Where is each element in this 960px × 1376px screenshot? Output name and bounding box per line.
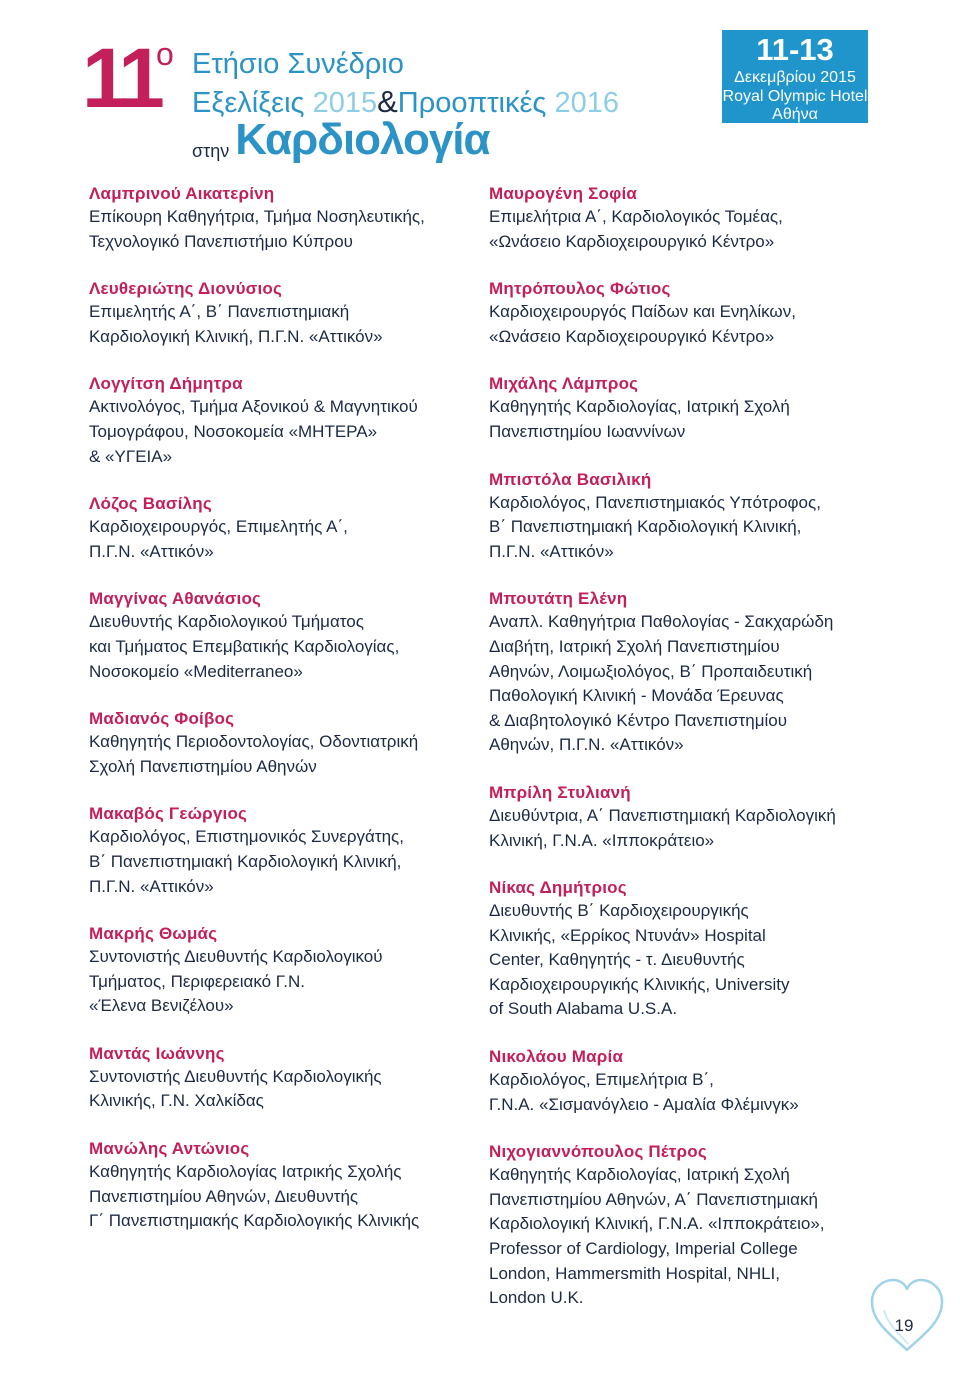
person-affiliation-line: Καρδιοχειρουργός, Επιμελητής Α΄, — [89, 517, 348, 537]
person-affiliation-line: Αθηνών, Π.Γ.Ν. «Αττικόν» — [489, 735, 684, 755]
person-affiliation-line: Καρδιολόγος, Επιμελήτρια Β΄, — [489, 1070, 714, 1090]
header-line3-small: στην — [192, 141, 230, 161]
person-affiliation-line: Καθηγητής Καρδιολογίας, Ιατρική Σχολή — [489, 397, 790, 417]
person-affiliation-line: Επίκουρη Καθηγήτρια, Τμήμα Νοσηλευτικής, — [89, 207, 425, 226]
person-affiliation-line: «Έλενα Βενιζέλου» — [89, 996, 234, 1016]
hotel-name: Royal Olympic Hotel — [722, 87, 868, 105]
person-affiliation-line: Καθηγητής Καρδιολογίας Ιατρικής Σχολής — [89, 1162, 402, 1182]
header-ampersand: & — [377, 84, 398, 119]
person-entry — [489, 469, 899, 565]
person-affiliation-line: Π.Γ.Ν. «Αττικόν» — [89, 876, 214, 896]
person-entry — [89, 923, 469, 1019]
person-affiliation-line: Π.Γ.Ν. «Αττικόν» — [489, 541, 614, 561]
person-affiliation-line: Τομογράφου, Νοσοκομεία «ΜΗΤΕΡΑ» — [89, 421, 378, 441]
person-name: Μιχάλης Λάμπρος — [489, 374, 639, 394]
person-affiliation-line: Καρδιολόγος, Πανεπιστημιακός Υπότροφος, — [489, 492, 821, 512]
person-entry — [89, 278, 469, 349]
person-affiliation-line: Κλινικής, «Ερρίκος Ντυνάν» Hospital — [489, 925, 766, 945]
person-entry — [89, 183, 469, 254]
person-affiliation-line: Συντονιστής Διευθυντής Καρδιολογικής — [89, 1066, 382, 1086]
person-affiliation-line: Καρδιοχειρουργικής Κλινικής, University — [489, 974, 790, 994]
person-affiliation-line: Ακτινολόγος, Τμήμα Αξονικού & Μαγνητικού — [89, 397, 418, 417]
date-box — [722, 30, 868, 123]
date-month: Δεκεμβρίου 2015 — [734, 69, 856, 86]
person-entry — [89, 708, 469, 779]
person-affiliation-line: Κλινική, Γ.Ν.Α. «Ιπποκράτειο» — [489, 830, 715, 850]
person-affiliation-line: of South Alabama U.S.A. — [489, 999, 678, 1019]
person-affiliation-line: Καρδιολογική Κλινική, Γ.Ν.Α. «Ιπποκράτειο», — [489, 1214, 825, 1234]
person-name: Μανώλης Αντώνιος — [89, 1139, 250, 1159]
person-entry — [489, 782, 899, 853]
person-affiliation-line: Καρδιολογική Κλινική, Π.Γ.Ν. «Αττικόν» — [89, 326, 383, 346]
person-affiliation-line: Συντονιστής Διευθυντής Καρδιολογικού — [89, 947, 383, 967]
person-entry — [489, 373, 899, 444]
person-affiliation-line: Κλινικής, Γ.Ν. Χαλκίδας — [89, 1091, 264, 1111]
person-name: Μαδιανός Φοίβος — [89, 709, 235, 729]
person-affiliation-line: Πανεπιστημίου Αθηνών, Α΄ Πανεπιστημιακή — [489, 1189, 818, 1209]
person-entry — [89, 493, 469, 564]
person-name: Λόζος Βασίλης — [89, 494, 212, 514]
person-affiliation-line: Παθολογική Κλινική - Μονάδα Έρευνας — [489, 686, 784, 706]
person-name: Μαγγίνας Αθανάσιος — [89, 589, 262, 609]
person-name: Λαμπρινού Αικατερίνη — [89, 184, 275, 203]
person-affiliation-line: Γ΄ Πανεπιστημιακής Καρδιολογικής Κλινικής — [89, 1211, 420, 1231]
person-entry — [89, 373, 469, 469]
left-column — [89, 183, 469, 1258]
person-entry — [489, 588, 899, 758]
person-affiliation-line: Β΄ Πανεπιστημιακή Καρδιολογική Κλινική, — [89, 851, 402, 871]
person-entry — [489, 1141, 899, 1311]
person-name: Μαυρογένη Σοφία — [489, 184, 638, 203]
person-name: Μαντάς Ιωάννης — [89, 1043, 225, 1063]
person-name: Νικολάου Μαρία — [489, 1047, 624, 1067]
person-entry — [89, 588, 469, 684]
person-name: Μπουτάτη Ελένη — [489, 589, 628, 609]
person-affiliation-line: και Τμήματος Επεμβατικής Καρδιολογίας, — [89, 636, 400, 656]
person-name: Λευθεριώτης Διονύσιος — [89, 279, 283, 299]
person-entry — [489, 877, 899, 1022]
person-affiliation-line: Καρδιοχειρουργός Παίδων και Ενηλίκων, — [489, 302, 796, 322]
person-affiliation-line: Διευθυντής Β΄ Καρδιοχειρουργικής — [489, 901, 749, 921]
person-entry — [89, 1138, 469, 1234]
person-affiliation-line: Διευθυντής Καρδιολογικού Τμήματος — [89, 612, 364, 632]
person-name: Μπρίλη Στυλιανή — [489, 782, 631, 802]
date-days: 11-13 — [756, 32, 834, 67]
person-affiliation-line: Νοσοκομείο «Mediterraneo» — [89, 661, 303, 681]
header-line-1: Ετήσιο Συνέδριο — [192, 48, 404, 80]
header-line2-a: Εξελίξεις — [192, 87, 305, 119]
person-affiliation-line: Αναπλ. Καθηγήτρια Παθολογίας - Σακχαρώδη — [489, 612, 834, 632]
person-affiliation-line: Καθηγητής Περιοδοντολογίας, Οδοντιατρική — [89, 732, 419, 752]
person-affiliation-line: Π.Γ.Ν. «Αττικόν» — [89, 541, 214, 561]
person-affiliation-line: Center, Καθηγητής - τ. Διευθυντής — [489, 950, 745, 970]
person-entry — [89, 803, 469, 899]
right-column — [489, 183, 899, 1335]
header-year-2: 2016 — [554, 87, 619, 119]
conference-number-superscript: ο — [156, 36, 174, 72]
conference-number: 11 — [82, 31, 159, 125]
person-name: Μακρής Θωμάς — [89, 924, 218, 944]
person-name: Λογγίτση Δήμητρα — [89, 374, 243, 394]
person-entry — [489, 1046, 899, 1117]
person-affiliation-line: London U.K. — [489, 1288, 584, 1308]
person-affiliation-line: Σχολή Πανεπιστημίου Αθηνών — [89, 756, 317, 776]
person-affiliation-line: Πανεπιστημίου Αθηνών, Διευθυντής — [89, 1186, 359, 1206]
person-affiliation-line: Γ.Ν.Α. «Σισμανόγλειο - Αμαλία Φλέμινγκ» — [489, 1094, 799, 1114]
person-affiliation-line: Καθηγητής Καρδιολογίας, Ιατρική Σχολή — [489, 1165, 790, 1185]
header-year-1: 2015 — [312, 87, 378, 119]
person-affiliation-line: Τμήματος, Περιφερειακό Γ.Ν. — [89, 971, 306, 991]
person-affiliation-line: Β΄ Πανεπιστημιακή Καρδιολογική Κλινική, — [489, 517, 802, 537]
person-entry — [89, 1043, 469, 1114]
header-line3-big: Καρδιολογία — [235, 115, 490, 164]
header-line2-b: Προοπτικές — [397, 87, 547, 119]
person-name: Μητρόπουλος Φώτιος — [489, 279, 671, 299]
header-line-2 — [192, 86, 619, 118]
person-affiliation-line: & «ΥΓΕΙΑ» — [89, 446, 173, 466]
person-affiliation-line: Επιμελήτρια Α΄, Καρδιολογικός Τομέας, — [489, 207, 783, 226]
person-name: Μπιστόλα Βασιλική — [489, 469, 652, 489]
person-affiliation-line: Τεχνολογικό Πανεπιστήμιο Κύπρου — [89, 231, 353, 251]
person-affiliation-line: Professor of Cardiology, Imperial College — [489, 1239, 798, 1259]
person-affiliation-line: Διευθύντρια, Α΄ Πανεπιστημιακή Καρδιολογική — [489, 805, 836, 825]
person-name: Νιχογιαννόπουλος Πέτρος — [489, 1142, 707, 1162]
person-affiliation-line: London, Hammersmith Hospital, NHLI, — [489, 1263, 781, 1283]
city-name: Αθήνα — [772, 105, 818, 123]
person-affiliation-line: «Ωνάσειο Καρδιοχειρουργικό Κέντρο» — [489, 326, 775, 346]
person-affiliation-line: Πανεπιστημίου Ιωαννίνων — [489, 421, 686, 441]
person-affiliation-line: Διαβήτη, Ιατρική Σχολή Πανεπιστημίου — [489, 636, 780, 656]
header-line-3 — [192, 115, 490, 164]
person-name: Μακαβός Γεώργιος — [89, 804, 248, 824]
heart-outline-icon — [862, 1270, 952, 1360]
person-affiliation-line: Αθηνών, Λοιμωξιολόγος, Β΄ Προπαιδευτική — [489, 661, 813, 681]
person-entry — [489, 183, 899, 254]
person-name: Νίκας Δημήτριος — [489, 878, 627, 898]
person-affiliation-line: «Ωνάσειο Καρδιοχειρουργικό Κέντρο» — [489, 231, 775, 251]
person-affiliation-line: Καρδιολόγος, Επιστημονικός Συνεργάτης, — [89, 827, 404, 847]
person-entry — [489, 278, 899, 349]
person-affiliation-line: & Διαβητολογικό Κέντρο Πανεπιστημίου — [489, 710, 788, 730]
person-affiliation-line: Επιμελητής Α΄, Β΄ Πανεπιστημιακή — [89, 302, 350, 322]
page-number: 19 — [894, 1316, 914, 1335]
